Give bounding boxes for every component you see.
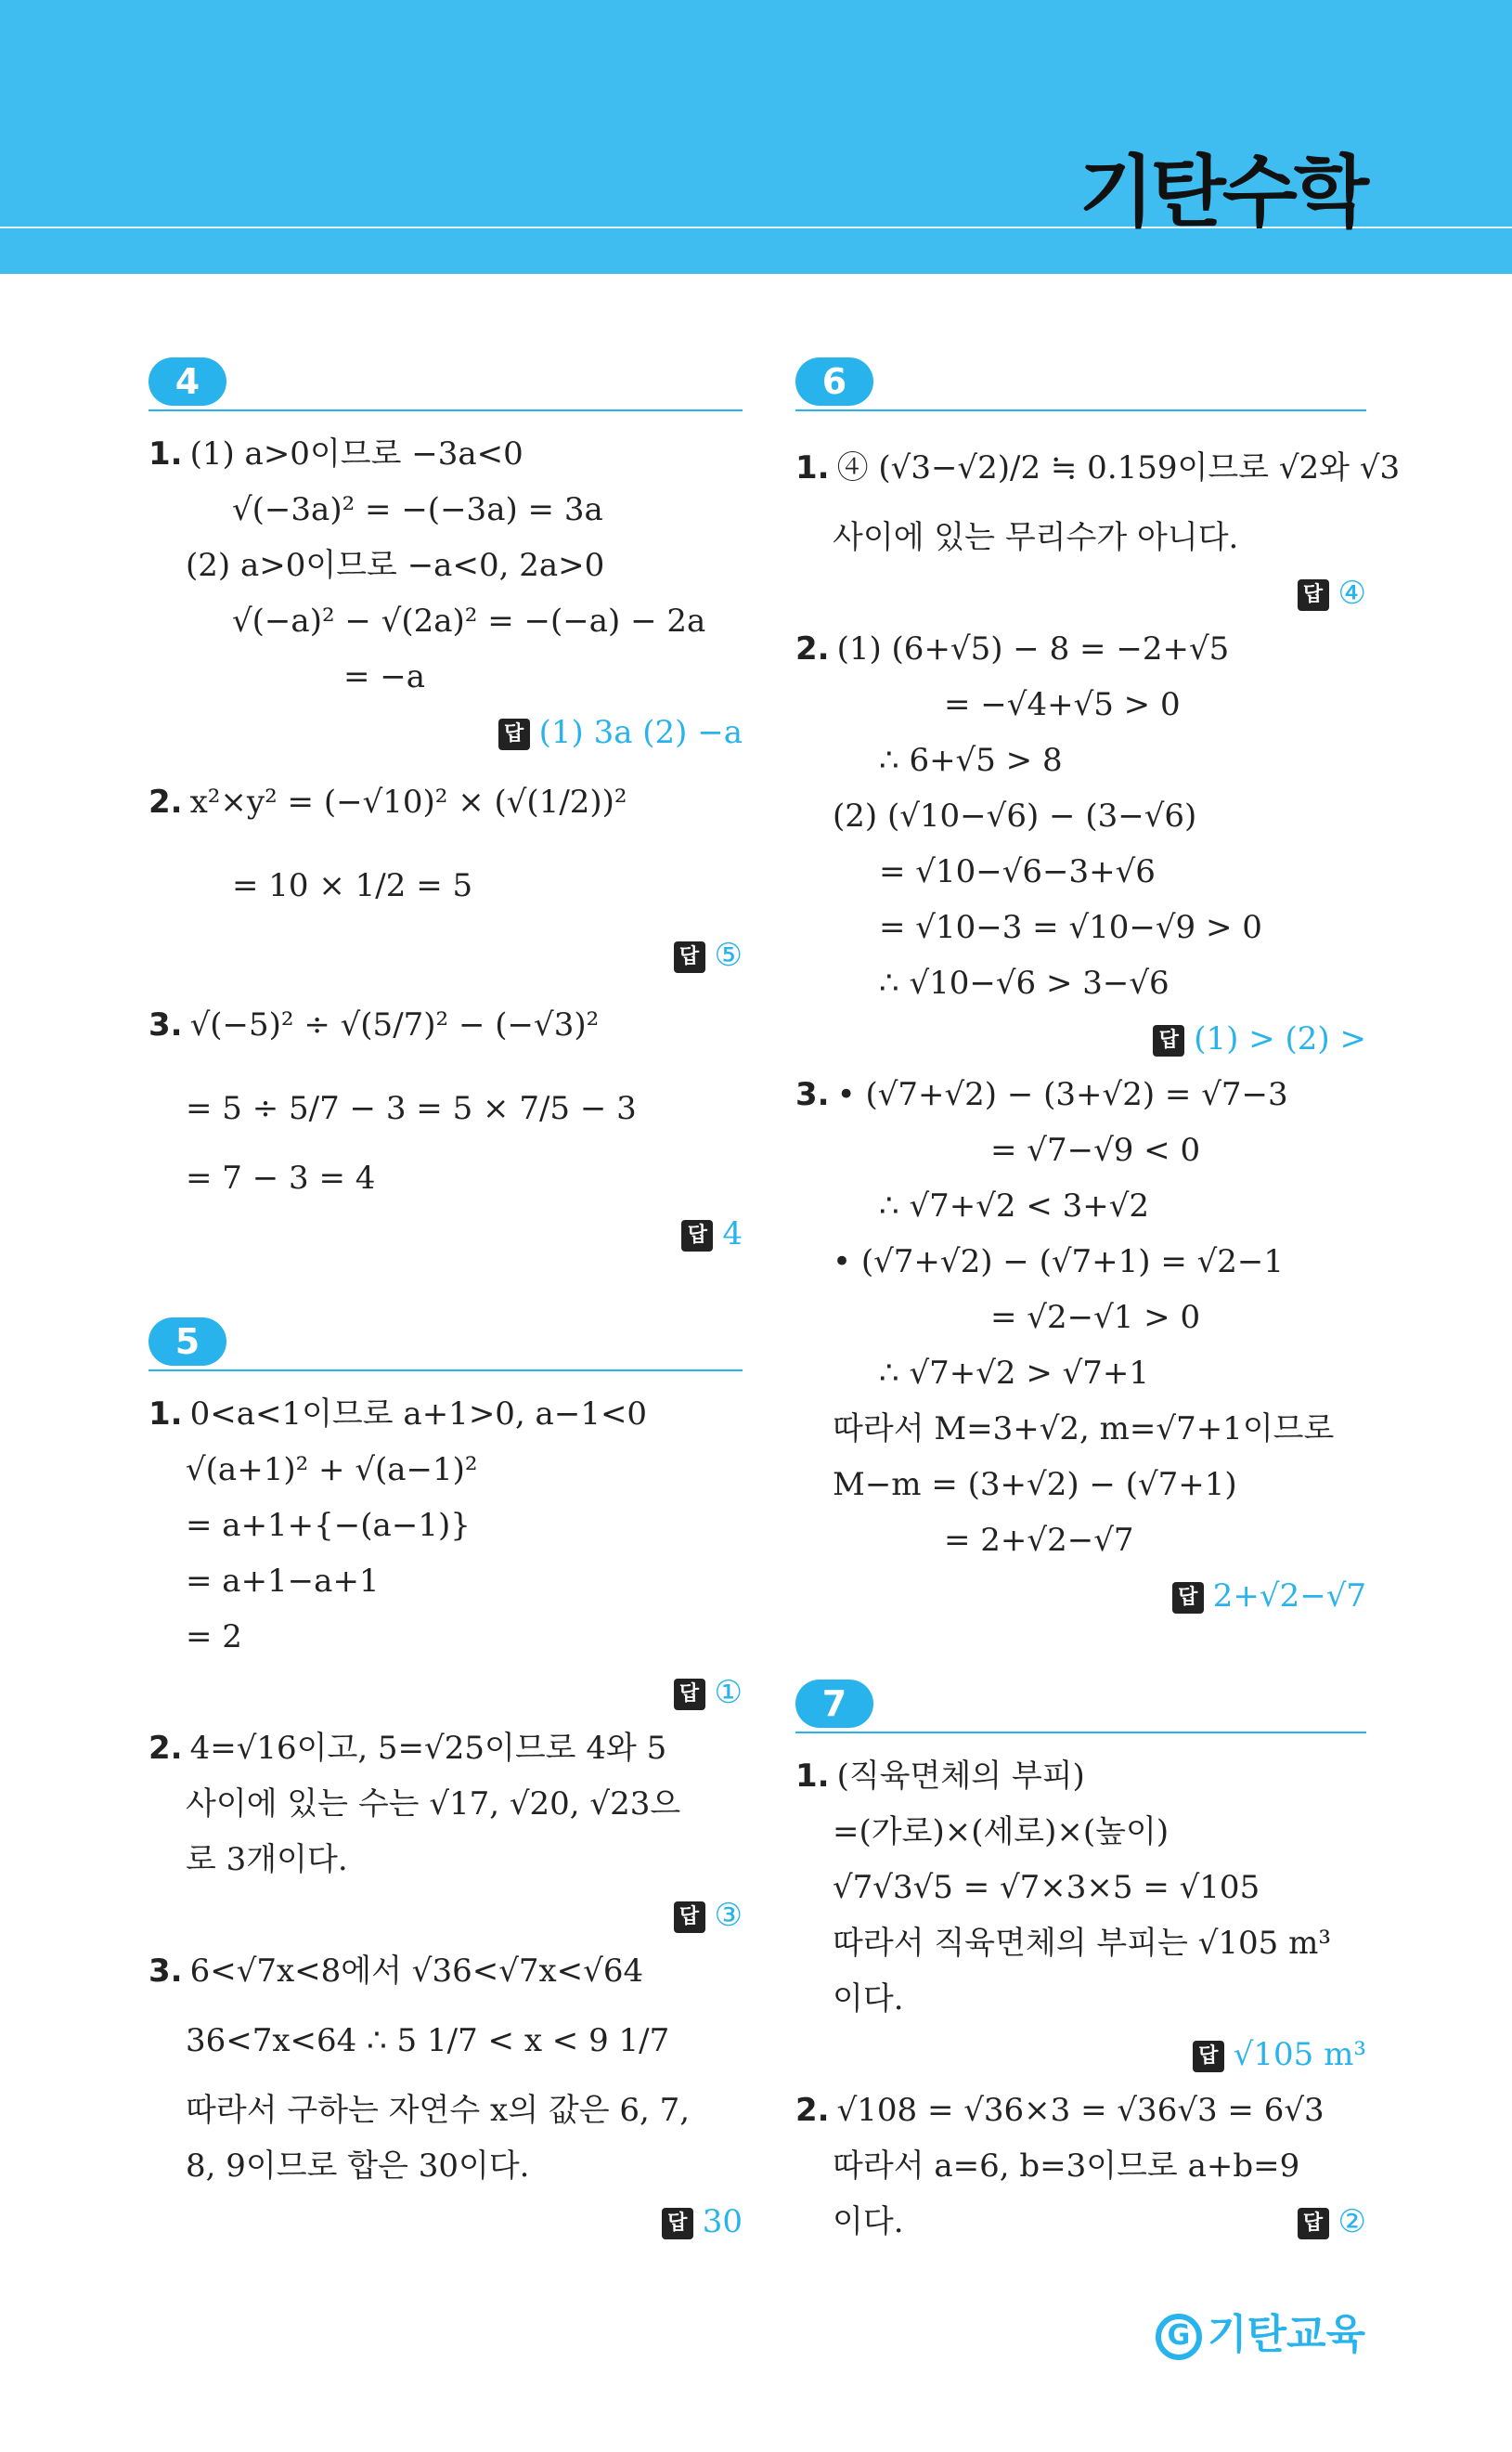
problem-line: (2) a>0이므로 −a<0, 2a>0 — [186, 547, 605, 584]
answer-inline — [1298, 2194, 1366, 2250]
answer-marker-icon: 답 — [674, 1901, 705, 1933]
problem-text: (1) a>0이므로 −3a<0 — [189, 435, 523, 473]
problem-line: √(a+1)² + √(a−1)² — [186, 1451, 478, 1488]
answer-marker-icon: 답 — [1153, 1025, 1184, 1057]
section-rule — [149, 409, 743, 411]
problem-text: √108 = √36×3 = √36√3 = 6√3 — [836, 2092, 1325, 2129]
problem-number: 1. — [795, 449, 830, 487]
problem-line — [795, 2194, 1366, 2250]
answer-line — [149, 1665, 743, 1720]
answer-value: ③ — [714, 1897, 743, 1934]
problem-line: =(가로)×(세로)×(높이) — [833, 1813, 1170, 1850]
problem-number: 2. — [795, 2092, 830, 2129]
problem-line: 따라서 M=3+√2, m=√7+1이므로 — [833, 1410, 1335, 1447]
problem-line: • (√7+√2) − (√7+1) = √2−1 — [833, 1243, 1285, 1280]
problem-line: ∴ 6+√5 > 8 — [879, 742, 1063, 779]
problem-line: = 2+√2−√7 — [944, 1522, 1134, 1559]
problem-line — [149, 426, 743, 482]
problem-text: √(−5)² ÷ √(5/7)² − (−√3)² — [189, 1006, 600, 1044]
problem-number: 3. — [795, 1076, 830, 1113]
problem-number: 1. — [149, 1395, 183, 1433]
brand-g-icon: G — [1156, 2314, 1202, 2360]
answer-marker-icon: 답 — [1298, 579, 1329, 611]
section-badge-6: 6 — [795, 357, 873, 406]
problem-text: (1) (6+√5) − 8 = −2+√5 — [836, 630, 1230, 668]
answer-value: ④ — [1338, 575, 1366, 612]
problem-number: 2. — [149, 1730, 183, 1767]
answer-line — [149, 2194, 743, 2250]
section-header-7 — [795, 1680, 1366, 1735]
problem-line: √7√3√5 = √7×3×5 = √105 — [833, 1869, 1260, 1906]
problem-line: M−m = (3+√2) − (√7+1) — [833, 1466, 1237, 1503]
problem-line: = √7−√9 < 0 — [990, 1132, 1201, 1169]
answer-value: ⑤ — [714, 937, 743, 974]
answer-line — [795, 1011, 1366, 1067]
problem-number: 2. — [149, 784, 183, 821]
problem-text: x²×y² = (−√10)² × (√(1/2))² — [189, 784, 627, 821]
answer-line — [795, 1568, 1366, 1624]
problem-line — [795, 2082, 1366, 2138]
problem-line: ∴ √10−√6 > 3−√6 — [879, 965, 1170, 1002]
answer-value: √105 m³ — [1233, 2036, 1366, 2073]
problem-text: 0<a<1이므로 a+1>0, a−1<0 — [189, 1395, 648, 1433]
problem-line: = √10−√6−3+√6 — [879, 853, 1156, 890]
problem-line: 로 3개이다. — [186, 1841, 348, 1878]
problem-line: = a+1−a+1 — [186, 1563, 380, 1600]
section-header-5 — [149, 1317, 743, 1373]
problem-line — [795, 1748, 1366, 1804]
section-rule — [795, 1732, 1366, 1733]
problem-line: 따라서 구하는 자연수 x의 값은 6, 7, — [186, 2092, 691, 2129]
answer-line — [149, 1888, 743, 1943]
problem-text: • (√7+√2) − (3+√2) = √7−3 — [836, 1076, 1288, 1113]
answer-value: 30 — [702, 2203, 743, 2240]
answer-marker-icon: 답 — [674, 941, 705, 973]
problem-line: = a+1+{−(a−1)} — [186, 1507, 471, 1544]
problem-text: ④ (√3−√2)/2 ≒ 0.159이므로 √2와 √3 — [836, 449, 1401, 487]
problem-number: 3. — [149, 1006, 183, 1044]
problem-text: 4=√16이고, 5=√25이므로 4와 5 — [189, 1730, 667, 1767]
problem-line: 따라서 a=6, b=3이므로 a+b=9 — [833, 2147, 1300, 2185]
problem-number: 3. — [149, 1953, 183, 1990]
answer-marker-icon: 답 — [1193, 2041, 1224, 2072]
section-header-4 — [149, 357, 743, 413]
problem-line: = 5 ÷ 5/7 − 3 = 5 × 7/5 − 3 — [186, 1090, 637, 1127]
problem-text: 6<√7x<8에서 √36<√7x<√64 — [189, 1953, 644, 1990]
answer-line — [795, 565, 1366, 621]
answer-value: (1) > (2) > — [1194, 1020, 1366, 1057]
answer-line — [149, 705, 743, 760]
section-badge-5: 5 — [149, 1317, 226, 1366]
problem-line: = √2−√1 > 0 — [990, 1299, 1201, 1336]
problem-line: (2) (√10−√6) − (3−√6) — [833, 798, 1197, 835]
problem-text: (직육면체의 부피) — [836, 1758, 1085, 1795]
answer-value: (1) 3a (2) −a — [538, 714, 743, 751]
brand-logo: 기탄수학 — [1079, 147, 1365, 238]
problem-line: ∴ √7+√2 < 3+√2 — [879, 1187, 1150, 1225]
problem-line: 따라서 직육면체의 부피는 √105 m³ — [833, 1925, 1331, 1962]
answer-marker-icon: 답 — [1298, 2208, 1329, 2239]
section-header-6 — [795, 357, 1366, 413]
problem-line — [149, 1943, 743, 1999]
footer-brand-text: 기탄교육 — [1207, 2311, 1365, 2358]
spacer — [795, 1624, 1366, 1680]
problem-line: = 10 × 1/2 = 5 — [232, 867, 473, 904]
problem-line: = 2 — [186, 1618, 242, 1655]
problem-line: √(−3a)² = −(−3a) = 3a — [232, 491, 603, 528]
problem-number: 1. — [795, 1758, 830, 1795]
problem-line: = √10−3 = √10−√9 > 0 — [879, 909, 1262, 946]
answer-line — [149, 1206, 743, 1262]
problem-line: 이다. — [833, 1980, 904, 2017]
problem-number: 2. — [795, 630, 830, 668]
answer-value: 4 — [722, 1215, 743, 1252]
problem-line — [149, 1386, 743, 1442]
answer-marker-icon: 답 — [681, 1220, 713, 1252]
problem-line — [795, 426, 1401, 510]
problem-line — [795, 1067, 1366, 1122]
problem-line: = −√4+√5 > 0 — [944, 686, 1181, 723]
problem-line — [149, 760, 743, 844]
section-rule — [795, 409, 1366, 411]
answer-line — [795, 2027, 1366, 2082]
problem-line — [149, 983, 743, 1067]
problem-line: = 7 − 3 = 4 — [186, 1160, 376, 1197]
answer-marker-icon: 답 — [498, 719, 530, 750]
problem-line — [795, 621, 1366, 677]
footer-brand — [1156, 2301, 1365, 2360]
problem-line: 사이에 있는 무리수가 아니다. — [833, 519, 1239, 556]
problem-text: 이다. — [833, 2203, 904, 2240]
answer-marker-icon: 답 — [1172, 1582, 1204, 1614]
answer-value: ① — [714, 1674, 743, 1711]
problem-line: 36<7x<64 ∴ 5 1/7 < x < 9 1/7 — [186, 2022, 670, 2059]
problem-line: 8, 9이므로 합은 30이다. — [186, 2147, 530, 2185]
section-rule — [149, 1369, 743, 1371]
answer-value: ② — [1338, 2203, 1366, 2240]
section-badge-4: 4 — [149, 357, 226, 406]
spacer — [149, 1262, 743, 1317]
problem-number: 1. — [149, 435, 183, 473]
answer-marker-icon: 답 — [674, 1679, 705, 1710]
answer-marker-icon: 답 — [662, 2208, 693, 2239]
answer-value: 2+√2−√7 — [1212, 1577, 1366, 1615]
problem-line — [149, 1720, 743, 1776]
problem-line: = −a — [343, 658, 426, 695]
problem-line: 사이에 있는 수는 √17, √20, √23으 — [186, 1785, 681, 1823]
left-column — [149, 357, 743, 2250]
problem-line: ∴ √7+√2 > √7+1 — [879, 1355, 1150, 1392]
right-column — [795, 357, 1401, 2250]
problem-line: √(−a)² − √(2a)² = −(−a) − 2a — [232, 603, 706, 640]
answer-line — [149, 928, 743, 983]
section-badge-7: 7 — [795, 1680, 873, 1728]
